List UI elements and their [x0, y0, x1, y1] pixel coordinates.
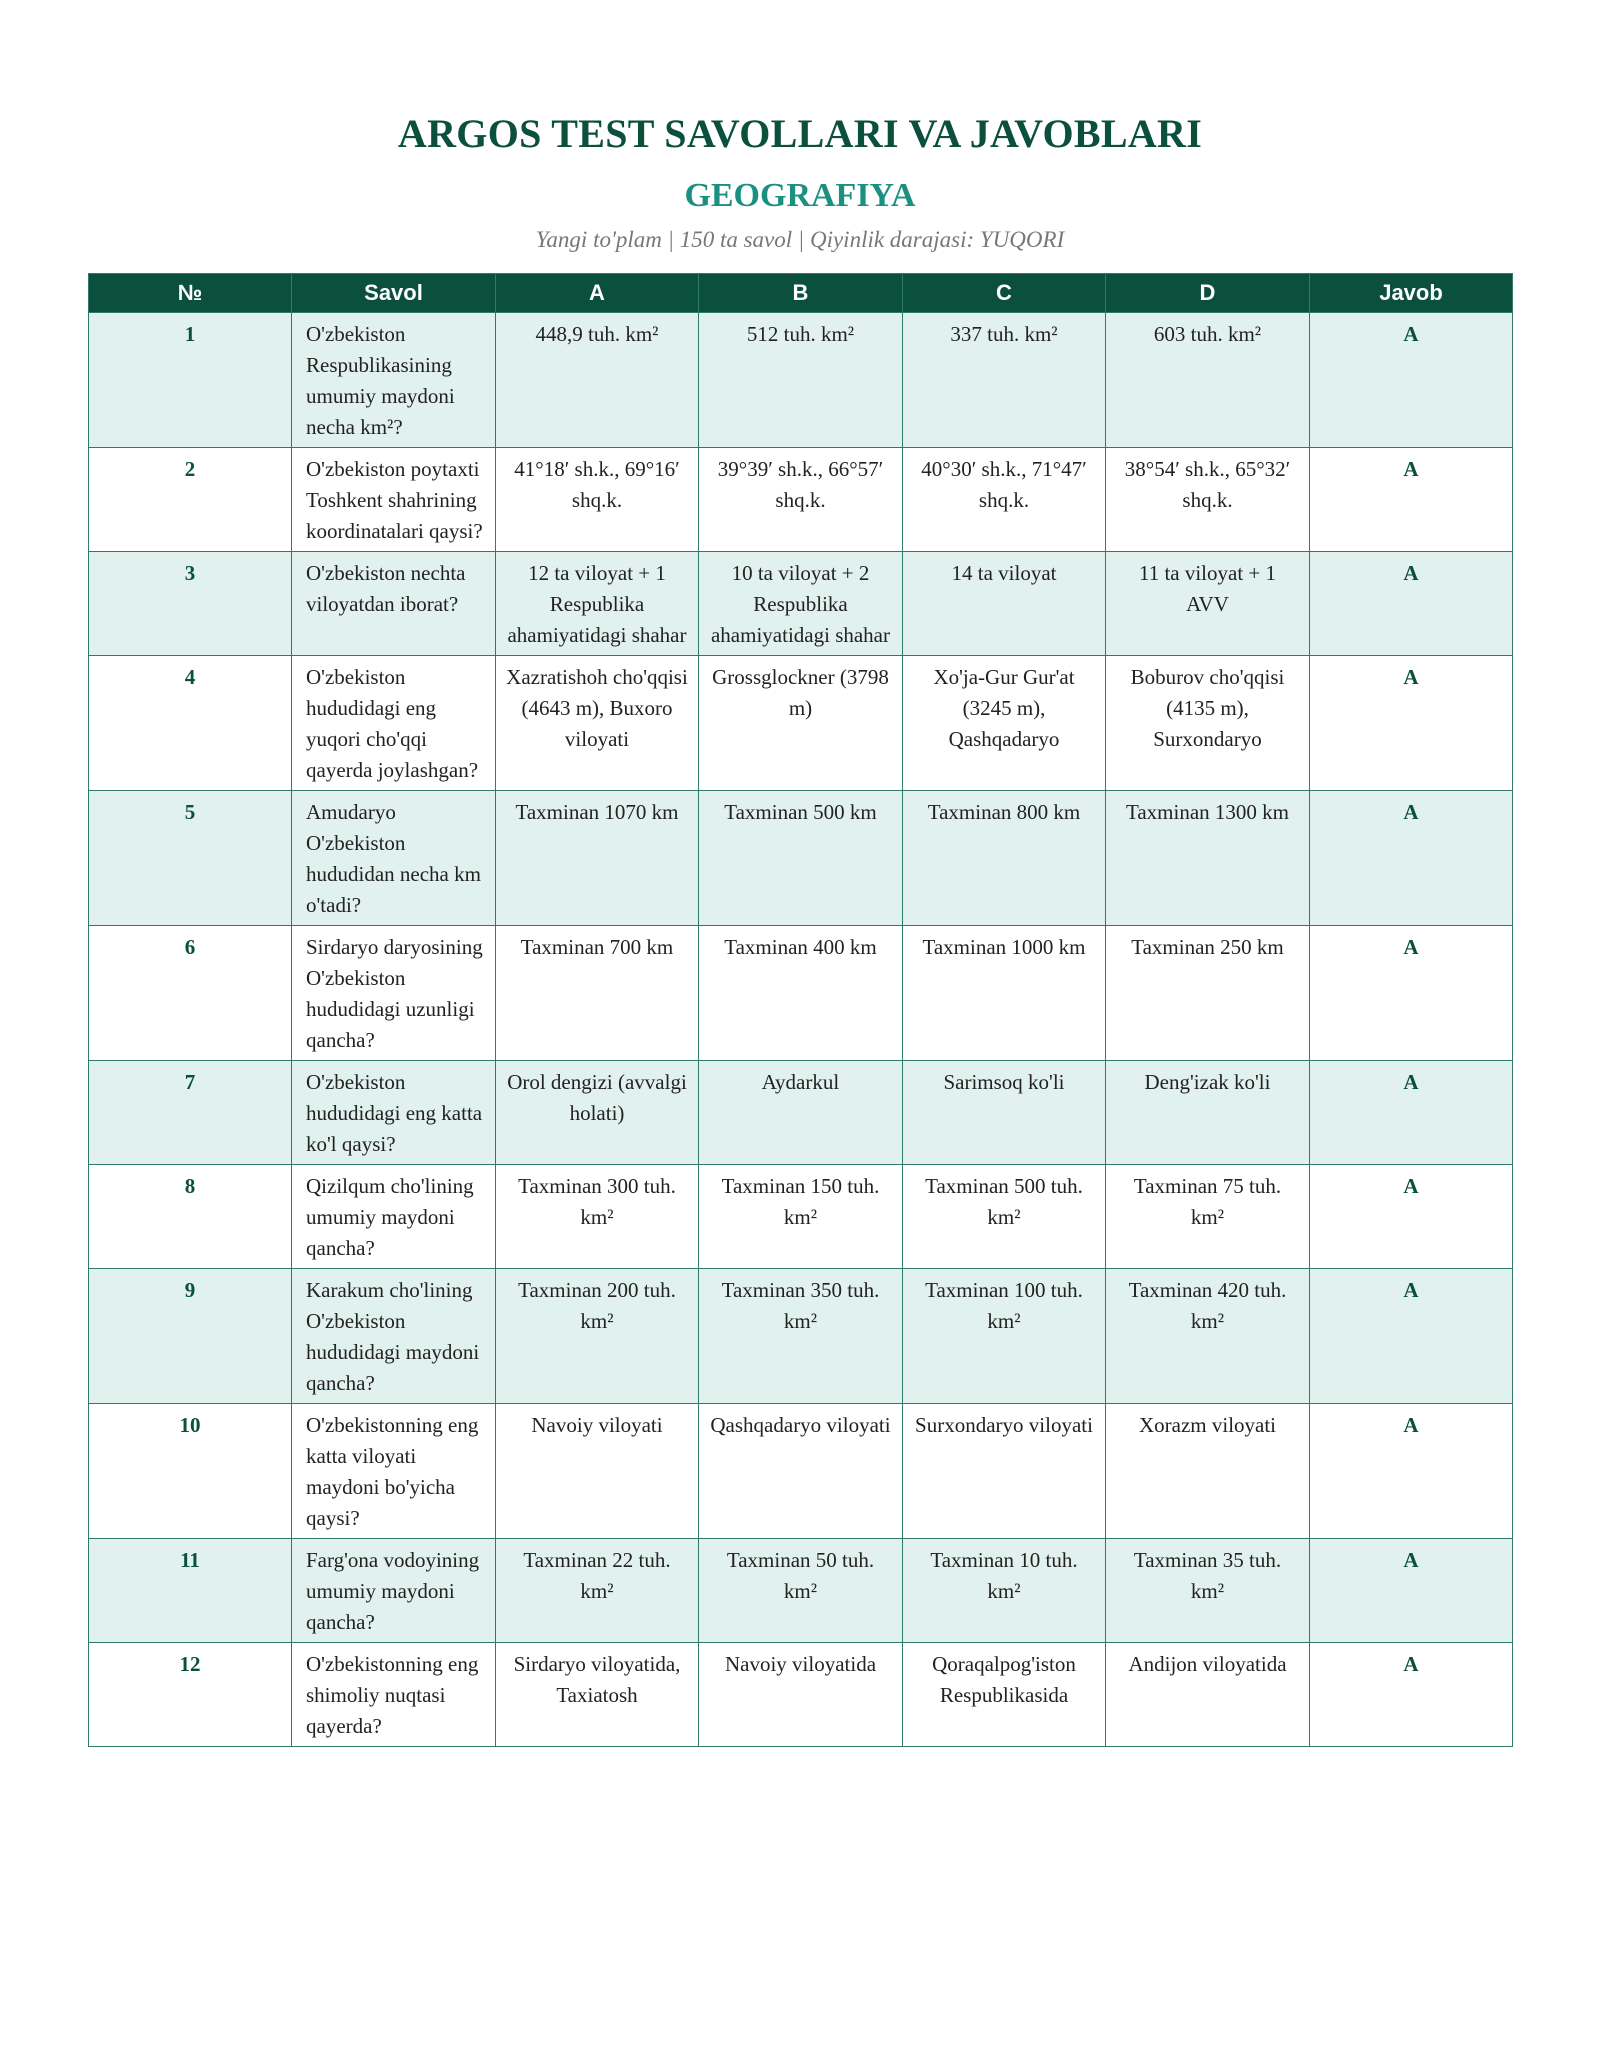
option-c: Surxondaryo viloyati [903, 1404, 1106, 1539]
question-text: Amudaryo O'zbekiston hududidan necha km o'tadi? [292, 791, 496, 926]
option-c: Xo'ja-Gur Gur'at (3245 m), Qashqadaryo [903, 656, 1106, 791]
table-row [89, 1539, 1513, 1643]
question-number: 5 [89, 791, 292, 926]
option-a: Taxminan 300 tuh. km² [496, 1165, 699, 1269]
option-b: Aydarkul [699, 1061, 903, 1165]
option-b: Taxminan 500 km [699, 791, 903, 926]
question-number: 10 [89, 1404, 292, 1539]
correct-answer: A [1310, 791, 1513, 926]
question-text: Farg'ona vodoyining umumiy maydoni qancha? [292, 1539, 496, 1643]
questions-table [88, 273, 1513, 1747]
question-number: 12 [89, 1643, 292, 1747]
table-row [89, 1269, 1513, 1404]
collection-info: Yangi to'plam | 150 ta savol | Qiyinlik darajasi: YUQORI [535, 227, 1065, 252]
option-a: Orol dengizi (avvalgi holati) [496, 1061, 699, 1165]
question-number: 8 [89, 1165, 292, 1269]
question-text: O'zbekistonning eng katta viloyati maydoni bo'yicha qaysi? [292, 1404, 496, 1539]
option-d: Xorazm viloyati [1106, 1404, 1310, 1539]
option-b: Taxminan 50 tuh. km² [699, 1539, 903, 1643]
option-b: Grossglockner (3798 m) [699, 656, 903, 791]
question-text: Sirdaryo daryosining O'zbekiston hududidagi uzunligi qancha? [292, 926, 496, 1061]
document-subtitle: GEOGRAFIYA [684, 177, 916, 214]
question-text: O'zbekiston hududidagi eng yuqori cho'qqi qayerda joylashgan? [292, 656, 496, 791]
option-b: Navoiy viloyatida [699, 1643, 903, 1747]
option-d: Taxminan 1300 km [1106, 791, 1310, 926]
option-c: Taxminan 800 km [903, 791, 1106, 926]
column-header-question: Savol [292, 274, 496, 313]
option-d: 38°54′ sh.k., 65°32′ shq.k. [1106, 448, 1310, 552]
option-a: 41°18′ sh.k., 69°16′ shq.k. [496, 448, 699, 552]
option-d: Boburov cho'qqisi (4135 m), Surxondaryo [1106, 656, 1310, 791]
option-d: Taxminan 250 km [1106, 926, 1310, 1061]
option-d: 603 tuh. km² [1106, 313, 1310, 448]
option-a: Taxminan 1070 km [496, 791, 699, 926]
option-b: 512 tuh. km² [699, 313, 903, 448]
question-number: 1 [89, 313, 292, 448]
column-header-option-b: B [699, 274, 903, 313]
option-d: Taxminan 75 tuh. km² [1106, 1165, 1310, 1269]
table-row [89, 791, 1513, 926]
option-c: 40°30′ sh.k., 71°47′ shq.k. [903, 448, 1106, 552]
option-d: Deng'izak ko'li [1106, 1061, 1310, 1165]
table-row [89, 1643, 1513, 1747]
option-b: Taxminan 350 tuh. km² [699, 1269, 903, 1404]
table-row [89, 313, 1513, 448]
question-number: 4 [89, 656, 292, 791]
question-text: O'zbekiston Respublikasining umumiy maydoni necha km²? [292, 313, 496, 448]
table-row [89, 448, 1513, 552]
option-b: 10 ta viloyat + 2 Respublika ahamiyatidagi shahar [699, 552, 903, 656]
table-header-row [89, 274, 1513, 313]
option-a: 12 ta viloyat + 1 Respublika ahamiyatidagi shahar [496, 552, 699, 656]
option-a: Sirdaryo viloyatida, Taxiatosh [496, 1643, 699, 1747]
option-b: Qashqadaryo viloyati [699, 1404, 903, 1539]
correct-answer: A [1310, 1539, 1513, 1643]
table-row [89, 1061, 1513, 1165]
correct-answer: A [1310, 1404, 1513, 1539]
correct-answer: A [1310, 1165, 1513, 1269]
question-text: O'zbekiston nechta viloyatdan iborat? [292, 552, 496, 656]
correct-answer: A [1310, 1269, 1513, 1404]
option-a: Taxminan 700 km [496, 926, 699, 1061]
table-row [89, 552, 1513, 656]
question-number: 3 [89, 552, 292, 656]
table-row [89, 926, 1513, 1061]
column-header-option-d: D [1106, 274, 1310, 313]
option-c: Sarimsoq ko'li [903, 1061, 1106, 1165]
option-a: Xazratishoh cho'qqisi (4643 m), Buxoro viloyati [496, 656, 699, 791]
table-row [89, 656, 1513, 791]
option-d: Taxminan 35 tuh. km² [1106, 1539, 1310, 1643]
option-c: Taxminan 10 tuh. km² [903, 1539, 1106, 1643]
option-a: Taxminan 200 tuh. km² [496, 1269, 699, 1404]
question-text: Karakum cho'lining O'zbekiston hududidagi maydoni qancha? [292, 1269, 496, 1404]
correct-answer: A [1310, 656, 1513, 791]
question-number: 2 [89, 448, 292, 552]
table-row [89, 1404, 1513, 1539]
question-text: O'zbekistonning eng shimoliy nuqtasi qayerda? [292, 1643, 496, 1747]
table-row [89, 1165, 1513, 1269]
correct-answer: A [1310, 313, 1513, 448]
option-b: Taxminan 400 km [699, 926, 903, 1061]
question-text: O'zbekiston poytaxti Toshkent shahrining koordinatalari qaysi? [292, 448, 496, 552]
column-header-number: № [89, 274, 292, 313]
option-d: 11 ta viloyat + 1 AVV [1106, 552, 1310, 656]
option-d: Andijon viloyatida [1106, 1643, 1310, 1747]
option-d: Taxminan 420 tuh. km² [1106, 1269, 1310, 1404]
option-b: Taxminan 150 tuh. km² [699, 1165, 903, 1269]
correct-answer: A [1310, 1061, 1513, 1165]
document-page [88, 110, 1512, 1747]
option-b: 39°39′ sh.k., 66°57′ shq.k. [699, 448, 903, 552]
column-header-option-c: C [903, 274, 1106, 313]
option-c: 14 ta viloyat [903, 552, 1106, 656]
option-a: Taxminan 22 tuh. km² [496, 1539, 699, 1643]
question-number: 6 [89, 926, 292, 1061]
correct-answer: A [1310, 552, 1513, 656]
question-number: 7 [89, 1061, 292, 1165]
question-text: O'zbekiston hududidagi eng katta ko'l qaysi? [292, 1061, 496, 1165]
correct-answer: A [1310, 1643, 1513, 1747]
document-title: ARGOS TEST SAVOLLARI VA JAVOBLARI [397, 111, 1203, 156]
column-header-answer: Javob [1310, 274, 1513, 313]
option-a: Navoiy viloyati [496, 1404, 699, 1539]
option-c: 337 tuh. km² [903, 313, 1106, 448]
question-number: 11 [89, 1539, 292, 1643]
correct-answer: A [1310, 448, 1513, 552]
correct-answer: A [1310, 926, 1513, 1061]
option-c: Taxminan 1000 km [903, 926, 1106, 1061]
option-a: 448,9 tuh. km² [496, 313, 699, 448]
option-c: Qoraqalpog'iston Respublikasida [903, 1643, 1106, 1747]
option-c: Taxminan 500 tuh. km² [903, 1165, 1106, 1269]
option-c: Taxminan 100 tuh. km² [903, 1269, 1106, 1404]
column-header-option-a: A [496, 274, 699, 313]
question-number: 9 [89, 1269, 292, 1404]
question-text: Qizilqum cho'lining umumiy maydoni qancha? [292, 1165, 496, 1269]
